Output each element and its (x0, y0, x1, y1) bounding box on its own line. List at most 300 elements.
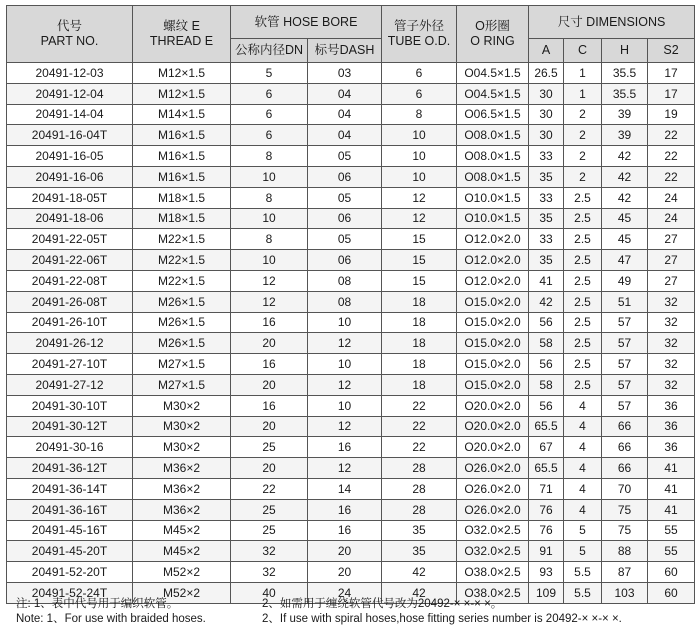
cell-thread: M45×2 (133, 541, 231, 562)
cell-dn: 32 (231, 541, 308, 562)
cell-o-ring: O12.0×2.0 (457, 270, 529, 291)
cell-dash: 14 (308, 478, 382, 499)
cell-dim-s2: 55 (648, 541, 695, 562)
cell-dim-h: 88 (602, 541, 648, 562)
cell-o-ring: O15.0×2.0 (457, 354, 529, 375)
table-row (7, 437, 695, 458)
cell-thread: M22×1.5 (133, 250, 231, 271)
cell-dn: 6 (231, 83, 308, 104)
cell-dim-h: 66 (602, 416, 648, 437)
header-dim-s2: S2 (648, 39, 695, 63)
cell-dim-a: 35 (529, 208, 564, 229)
cell-dim-h: 57 (602, 312, 648, 333)
cell-o-ring: O10.0×1.5 (457, 187, 529, 208)
cell-dim-c: 2 (564, 166, 602, 187)
cell-part-no: 20491-30-10T (7, 395, 133, 416)
cell-dim-a: 76 (529, 499, 564, 520)
header-dim-c: C (564, 39, 602, 63)
cell-dim-c: 2.5 (564, 187, 602, 208)
cell-dim-a: 30 (529, 104, 564, 125)
cell-thread: M26×1.5 (133, 333, 231, 354)
table-row (7, 63, 695, 84)
cell-dim-a: 56 (529, 354, 564, 375)
table-row (7, 229, 695, 250)
cell-dim-s2: 36 (648, 395, 695, 416)
cell-tube-od: 28 (382, 478, 457, 499)
cell-dim-c: 2 (564, 104, 602, 125)
cell-o-ring: O08.0×1.5 (457, 146, 529, 167)
table-row (7, 416, 695, 437)
cell-dim-s2: 24 (648, 187, 695, 208)
table-row (7, 104, 695, 125)
cell-o-ring: O26.0×2.0 (457, 499, 529, 520)
cell-dim-s2: 32 (648, 333, 695, 354)
cell-dash: 16 (308, 499, 382, 520)
cell-dim-c: 2.5 (564, 333, 602, 354)
note-en-2: 2、If use with spiral hoses,hose fitting series number is 20492-× ×-× ×. (262, 613, 622, 625)
cell-part-no: 20491-12-03 (7, 63, 133, 84)
cell-dim-s2: 32 (648, 374, 695, 395)
cell-dash: 24 (308, 582, 382, 603)
header-dim-a: A (529, 39, 564, 63)
spec-table-container (6, 5, 694, 604)
cell-dim-c: 2.5 (564, 374, 602, 395)
cell-dash: 12 (308, 458, 382, 479)
cell-dn: 10 (231, 250, 308, 271)
table-row (7, 395, 695, 416)
table-row (7, 125, 695, 146)
cell-dim-h: 49 (602, 270, 648, 291)
cell-part-no: 20491-52-20T (7, 562, 133, 583)
cell-dim-s2: 24 (648, 208, 695, 229)
table-row (7, 146, 695, 167)
cell-part-no: 20491-45-20T (7, 541, 133, 562)
cell-dash: 04 (308, 83, 382, 104)
cell-dim-s2: 41 (648, 458, 695, 479)
cell-tube-od: 28 (382, 499, 457, 520)
cell-dn: 25 (231, 520, 308, 541)
cell-tube-od: 12 (382, 208, 457, 229)
cell-part-no: 20491-16-05 (7, 146, 133, 167)
note-en-1: Note: 1、For use with braided hoses. (16, 613, 206, 625)
cell-dim-h: 70 (602, 478, 648, 499)
cell-thread: M14×1.5 (133, 104, 231, 125)
cell-dash: 12 (308, 416, 382, 437)
cell-dim-h: 87 (602, 562, 648, 583)
note-cn-2: 2、如需用于缠绕软管代号改为20492-× ×-× ×。 (262, 598, 503, 610)
note-cn-1: 注: 1、表中代号用于编织软管。 (16, 598, 179, 610)
cell-dash: 03 (308, 63, 382, 84)
cell-dim-a: 30 (529, 125, 564, 146)
cell-dim-c: 2 (564, 146, 602, 167)
cell-o-ring: O15.0×2.0 (457, 333, 529, 354)
cell-dim-a: 33 (529, 187, 564, 208)
cell-part-no: 20491-22-05T (7, 229, 133, 250)
cell-dn: 8 (231, 146, 308, 167)
cell-tube-od: 18 (382, 374, 457, 395)
cell-dim-s2: 22 (648, 125, 695, 146)
cell-thread: M16×1.5 (133, 166, 231, 187)
cell-tube-od: 6 (382, 63, 457, 84)
header-part-no-en: PART NO. (40, 34, 99, 48)
cell-o-ring: O20.0×2.0 (457, 416, 529, 437)
cell-dim-c: 2.5 (564, 229, 602, 250)
cell-part-no: 20491-16-04T (7, 125, 133, 146)
table-body (7, 63, 695, 604)
cell-tube-od: 15 (382, 270, 457, 291)
cell-o-ring: O32.0×2.5 (457, 520, 529, 541)
cell-dn: 16 (231, 395, 308, 416)
header-dim-h: H (602, 39, 648, 63)
cell-part-no: 20491-36-16T (7, 499, 133, 520)
cell-dn: 40 (231, 582, 308, 603)
cell-dash: 10 (308, 312, 382, 333)
header-tube-od (382, 6, 457, 63)
cell-dash: 05 (308, 229, 382, 250)
cell-dim-a: 71 (529, 478, 564, 499)
cell-dim-c: 5.5 (564, 562, 602, 583)
table-row (7, 499, 695, 520)
cell-thread: M12×1.5 (133, 83, 231, 104)
cell-tube-od: 12 (382, 187, 457, 208)
table-row (7, 250, 695, 271)
cell-dim-s2: 32 (648, 354, 695, 375)
cell-thread: M22×1.5 (133, 270, 231, 291)
cell-dim-a: 33 (529, 146, 564, 167)
note-row-cn (16, 597, 696, 612)
cell-dim-h: 42 (602, 146, 648, 167)
header-dn: 公称内径DN (231, 39, 308, 63)
cell-dn: 6 (231, 104, 308, 125)
header-tube-cn: 管子外径 (394, 19, 445, 33)
cell-part-no: 20491-22-08T (7, 270, 133, 291)
cell-dim-h: 39 (602, 125, 648, 146)
cell-o-ring: O15.0×2.0 (457, 374, 529, 395)
cell-thread: M16×1.5 (133, 125, 231, 146)
header-thread (133, 6, 231, 63)
cell-tube-od: 42 (382, 582, 457, 603)
cell-o-ring: O04.5×1.5 (457, 83, 529, 104)
cell-dash: 08 (308, 291, 382, 312)
cell-o-ring: O20.0×2.0 (457, 437, 529, 458)
cell-dim-c: 2 (564, 125, 602, 146)
table-row (7, 562, 695, 583)
cell-dn: 32 (231, 562, 308, 583)
cell-thread: M52×2 (133, 562, 231, 583)
cell-dim-a: 67 (529, 437, 564, 458)
cell-o-ring: O15.0×2.0 (457, 312, 529, 333)
header-part-no (7, 6, 133, 63)
cell-dim-h: 57 (602, 374, 648, 395)
cell-dim-s2: 41 (648, 499, 695, 520)
cell-dim-h: 57 (602, 395, 648, 416)
cell-thread: M36×2 (133, 499, 231, 520)
cell-dash: 08 (308, 270, 382, 291)
cell-dim-a: 91 (529, 541, 564, 562)
cell-dim-c: 4 (564, 458, 602, 479)
table-row (7, 520, 695, 541)
cell-tube-od: 15 (382, 229, 457, 250)
cell-dim-c: 1 (564, 83, 602, 104)
cell-dim-a: 65.5 (529, 458, 564, 479)
cell-o-ring: O26.0×2.0 (457, 458, 529, 479)
cell-part-no: 20491-36-12T (7, 458, 133, 479)
cell-dn: 10 (231, 166, 308, 187)
cell-dim-h: 57 (602, 354, 648, 375)
table-row (7, 458, 695, 479)
cell-part-no: 20491-30-16 (7, 437, 133, 458)
cell-o-ring: O38.0×2.5 (457, 562, 529, 583)
cell-tube-od: 22 (382, 395, 457, 416)
cell-dim-c: 2.5 (564, 312, 602, 333)
table-row (7, 291, 695, 312)
table-row (7, 354, 695, 375)
cell-tube-od: 28 (382, 458, 457, 479)
cell-dn: 5 (231, 63, 308, 84)
header-thread-cn: 螺纹 E (163, 19, 200, 33)
cell-dim-h: 47 (602, 250, 648, 271)
table-row (7, 83, 695, 104)
cell-dn: 16 (231, 354, 308, 375)
cell-o-ring: O06.5×1.5 (457, 104, 529, 125)
cell-dash: 10 (308, 354, 382, 375)
cell-dim-h: 103 (602, 582, 648, 603)
cell-dim-h: 51 (602, 291, 648, 312)
cell-dim-c: 2.5 (564, 208, 602, 229)
table-row (7, 187, 695, 208)
cell-dash: 20 (308, 562, 382, 583)
cell-dash: 06 (308, 250, 382, 271)
cell-dim-s2: 17 (648, 83, 695, 104)
cell-dim-s2: 27 (648, 229, 695, 250)
cell-dim-c: 4 (564, 437, 602, 458)
cell-dn: 22 (231, 478, 308, 499)
cell-thread: M36×2 (133, 478, 231, 499)
cell-dim-a: 35 (529, 166, 564, 187)
cell-dim-c: 1 (564, 63, 602, 84)
table-row (7, 270, 695, 291)
cell-dash: 04 (308, 125, 382, 146)
cell-part-no: 20491-22-06T (7, 250, 133, 271)
cell-dash: 16 (308, 520, 382, 541)
header-dash: 标号DASH (308, 39, 382, 63)
cell-dash: 05 (308, 187, 382, 208)
cell-dim-h: 42 (602, 187, 648, 208)
header-hose-bore: 软管 HOSE BORE (231, 6, 382, 39)
cell-dash: 20 (308, 541, 382, 562)
header-thread-en: THREAD E (149, 34, 214, 48)
header-part-no-cn: 代号 (56, 19, 82, 33)
cell-dim-s2: 60 (648, 562, 695, 583)
cell-thread: M52×2 (133, 582, 231, 603)
cell-dim-c: 4 (564, 416, 602, 437)
cell-part-no: 20491-18-06 (7, 208, 133, 229)
cell-dim-s2: 60 (648, 582, 695, 603)
cell-tube-od: 18 (382, 333, 457, 354)
cell-dash: 05 (308, 146, 382, 167)
cell-dim-s2: 22 (648, 146, 695, 167)
cell-dn: 20 (231, 458, 308, 479)
cell-dn: 8 (231, 229, 308, 250)
cell-tube-od: 15 (382, 250, 457, 271)
table-row (7, 478, 695, 499)
cell-o-ring: O12.0×2.0 (457, 229, 529, 250)
cell-dim-s2: 27 (648, 270, 695, 291)
cell-part-no: 20491-36-14T (7, 478, 133, 499)
cell-thread: M36×2 (133, 458, 231, 479)
cell-o-ring: O38.0×2.5 (457, 582, 529, 603)
cell-o-ring: O08.0×1.5 (457, 125, 529, 146)
cell-dim-a: 109 (529, 582, 564, 603)
header-oring-en: O RING (470, 34, 515, 48)
cell-dn: 20 (231, 416, 308, 437)
cell-tube-od: 10 (382, 146, 457, 167)
cell-tube-od: 10 (382, 125, 457, 146)
cell-dim-h: 35.5 (602, 63, 648, 84)
cell-part-no: 20491-26-12 (7, 333, 133, 354)
cell-dim-s2: 36 (648, 416, 695, 437)
cell-dash: 06 (308, 208, 382, 229)
table-row (7, 333, 695, 354)
cell-part-no: 20491-12-04 (7, 83, 133, 104)
cell-dim-h: 35.5 (602, 83, 648, 104)
cell-o-ring: O04.5×1.5 (457, 63, 529, 84)
cell-o-ring: O15.0×2.0 (457, 291, 529, 312)
cell-dash: 12 (308, 374, 382, 395)
table-row (7, 166, 695, 187)
cell-dim-a: 30 (529, 83, 564, 104)
cell-tube-od: 18 (382, 291, 457, 312)
spec-table (6, 5, 695, 604)
cell-dim-s2: 17 (648, 63, 695, 84)
cell-thread: M45×2 (133, 520, 231, 541)
cell-dim-a: 56 (529, 395, 564, 416)
table-row (7, 374, 695, 395)
cell-dash: 12 (308, 333, 382, 354)
cell-dim-a: 58 (529, 374, 564, 395)
cell-thread: M30×2 (133, 395, 231, 416)
cell-o-ring: O10.0×1.5 (457, 208, 529, 229)
cell-thread: M27×1.5 (133, 374, 231, 395)
cell-thread: M26×1.5 (133, 312, 231, 333)
cell-dn: 25 (231, 499, 308, 520)
cell-dim-c: 4 (564, 499, 602, 520)
cell-dash: 04 (308, 104, 382, 125)
cell-dim-h: 39 (602, 104, 648, 125)
cell-thread: M26×1.5 (133, 291, 231, 312)
cell-tube-od: 22 (382, 416, 457, 437)
cell-dash: 16 (308, 437, 382, 458)
cell-dim-s2: 27 (648, 250, 695, 271)
cell-dn: 8 (231, 187, 308, 208)
cell-tube-od: 8 (382, 104, 457, 125)
cell-dn: 12 (231, 270, 308, 291)
cell-o-ring: O26.0×2.0 (457, 478, 529, 499)
cell-o-ring: O12.0×2.0 (457, 250, 529, 271)
cell-dim-s2: 22 (648, 166, 695, 187)
cell-dim-h: 75 (602, 499, 648, 520)
cell-dim-a: 35 (529, 250, 564, 271)
cell-o-ring: O20.0×2.0 (457, 395, 529, 416)
cell-part-no: 20491-26-08T (7, 291, 133, 312)
cell-dim-h: 66 (602, 437, 648, 458)
cell-dim-a: 93 (529, 562, 564, 583)
cell-dash: 10 (308, 395, 382, 416)
cell-dim-h: 75 (602, 520, 648, 541)
cell-dn: 25 (231, 437, 308, 458)
cell-dash: 06 (308, 166, 382, 187)
cell-part-no: 20491-45-16T (7, 520, 133, 541)
cell-dim-a: 42 (529, 291, 564, 312)
cell-dim-s2: 41 (648, 478, 695, 499)
table-row (7, 312, 695, 333)
cell-part-no: 20491-52-24T (7, 582, 133, 603)
cell-dim-c: 2.5 (564, 354, 602, 375)
cell-thread: M18×1.5 (133, 208, 231, 229)
cell-dim-s2: 32 (648, 291, 695, 312)
cell-dn: 12 (231, 291, 308, 312)
cell-dim-c: 2.5 (564, 250, 602, 271)
header-oring-cn: O形圈 (475, 19, 510, 33)
cell-part-no: 20491-18-05T (7, 187, 133, 208)
header-tube-en: TUBE O.D. (387, 34, 451, 48)
cell-thread: M30×2 (133, 437, 231, 458)
cell-tube-od: 10 (382, 166, 457, 187)
cell-dim-s2: 36 (648, 437, 695, 458)
cell-dim-c: 2.5 (564, 270, 602, 291)
cell-dim-h: 45 (602, 208, 648, 229)
table-row (7, 541, 695, 562)
cell-thread: M27×1.5 (133, 354, 231, 375)
cell-dim-h: 45 (602, 229, 648, 250)
cell-dim-c: 2.5 (564, 291, 602, 312)
cell-dim-a: 58 (529, 333, 564, 354)
cell-dim-c: 4 (564, 395, 602, 416)
cell-dim-s2: 55 (648, 520, 695, 541)
cell-dim-c: 5.5 (564, 582, 602, 603)
cell-tube-od: 35 (382, 520, 457, 541)
cell-o-ring: O32.0×2.5 (457, 541, 529, 562)
cell-dim-s2: 32 (648, 312, 695, 333)
cell-dim-a: 76 (529, 520, 564, 541)
header-o-ring (457, 6, 529, 63)
cell-part-no: 20491-26-10T (7, 312, 133, 333)
cell-tube-od: 35 (382, 541, 457, 562)
note-row-en (16, 612, 696, 627)
table-header (7, 6, 695, 63)
cell-dim-a: 26.5 (529, 63, 564, 84)
cell-tube-od: 6 (382, 83, 457, 104)
cell-dim-h: 42 (602, 166, 648, 187)
cell-thread: M16×1.5 (133, 146, 231, 167)
cell-tube-od: 18 (382, 312, 457, 333)
cell-part-no: 20491-14-04 (7, 104, 133, 125)
cell-tube-od: 22 (382, 437, 457, 458)
header-dimensions: 尺寸 DIMENSIONS (529, 6, 695, 39)
cell-o-ring: O08.0×1.5 (457, 166, 529, 187)
cell-thread: M30×2 (133, 416, 231, 437)
table-row (7, 208, 695, 229)
cell-dn: 6 (231, 125, 308, 146)
cell-dim-c: 5 (564, 541, 602, 562)
cell-dn: 16 (231, 312, 308, 333)
cell-part-no: 20491-30-12T (7, 416, 133, 437)
cell-dim-h: 66 (602, 458, 648, 479)
cell-thread: M12×1.5 (133, 63, 231, 84)
cell-part-no: 20491-27-10T (7, 354, 133, 375)
cell-dim-a: 65.5 (529, 416, 564, 437)
cell-tube-od: 18 (382, 354, 457, 375)
